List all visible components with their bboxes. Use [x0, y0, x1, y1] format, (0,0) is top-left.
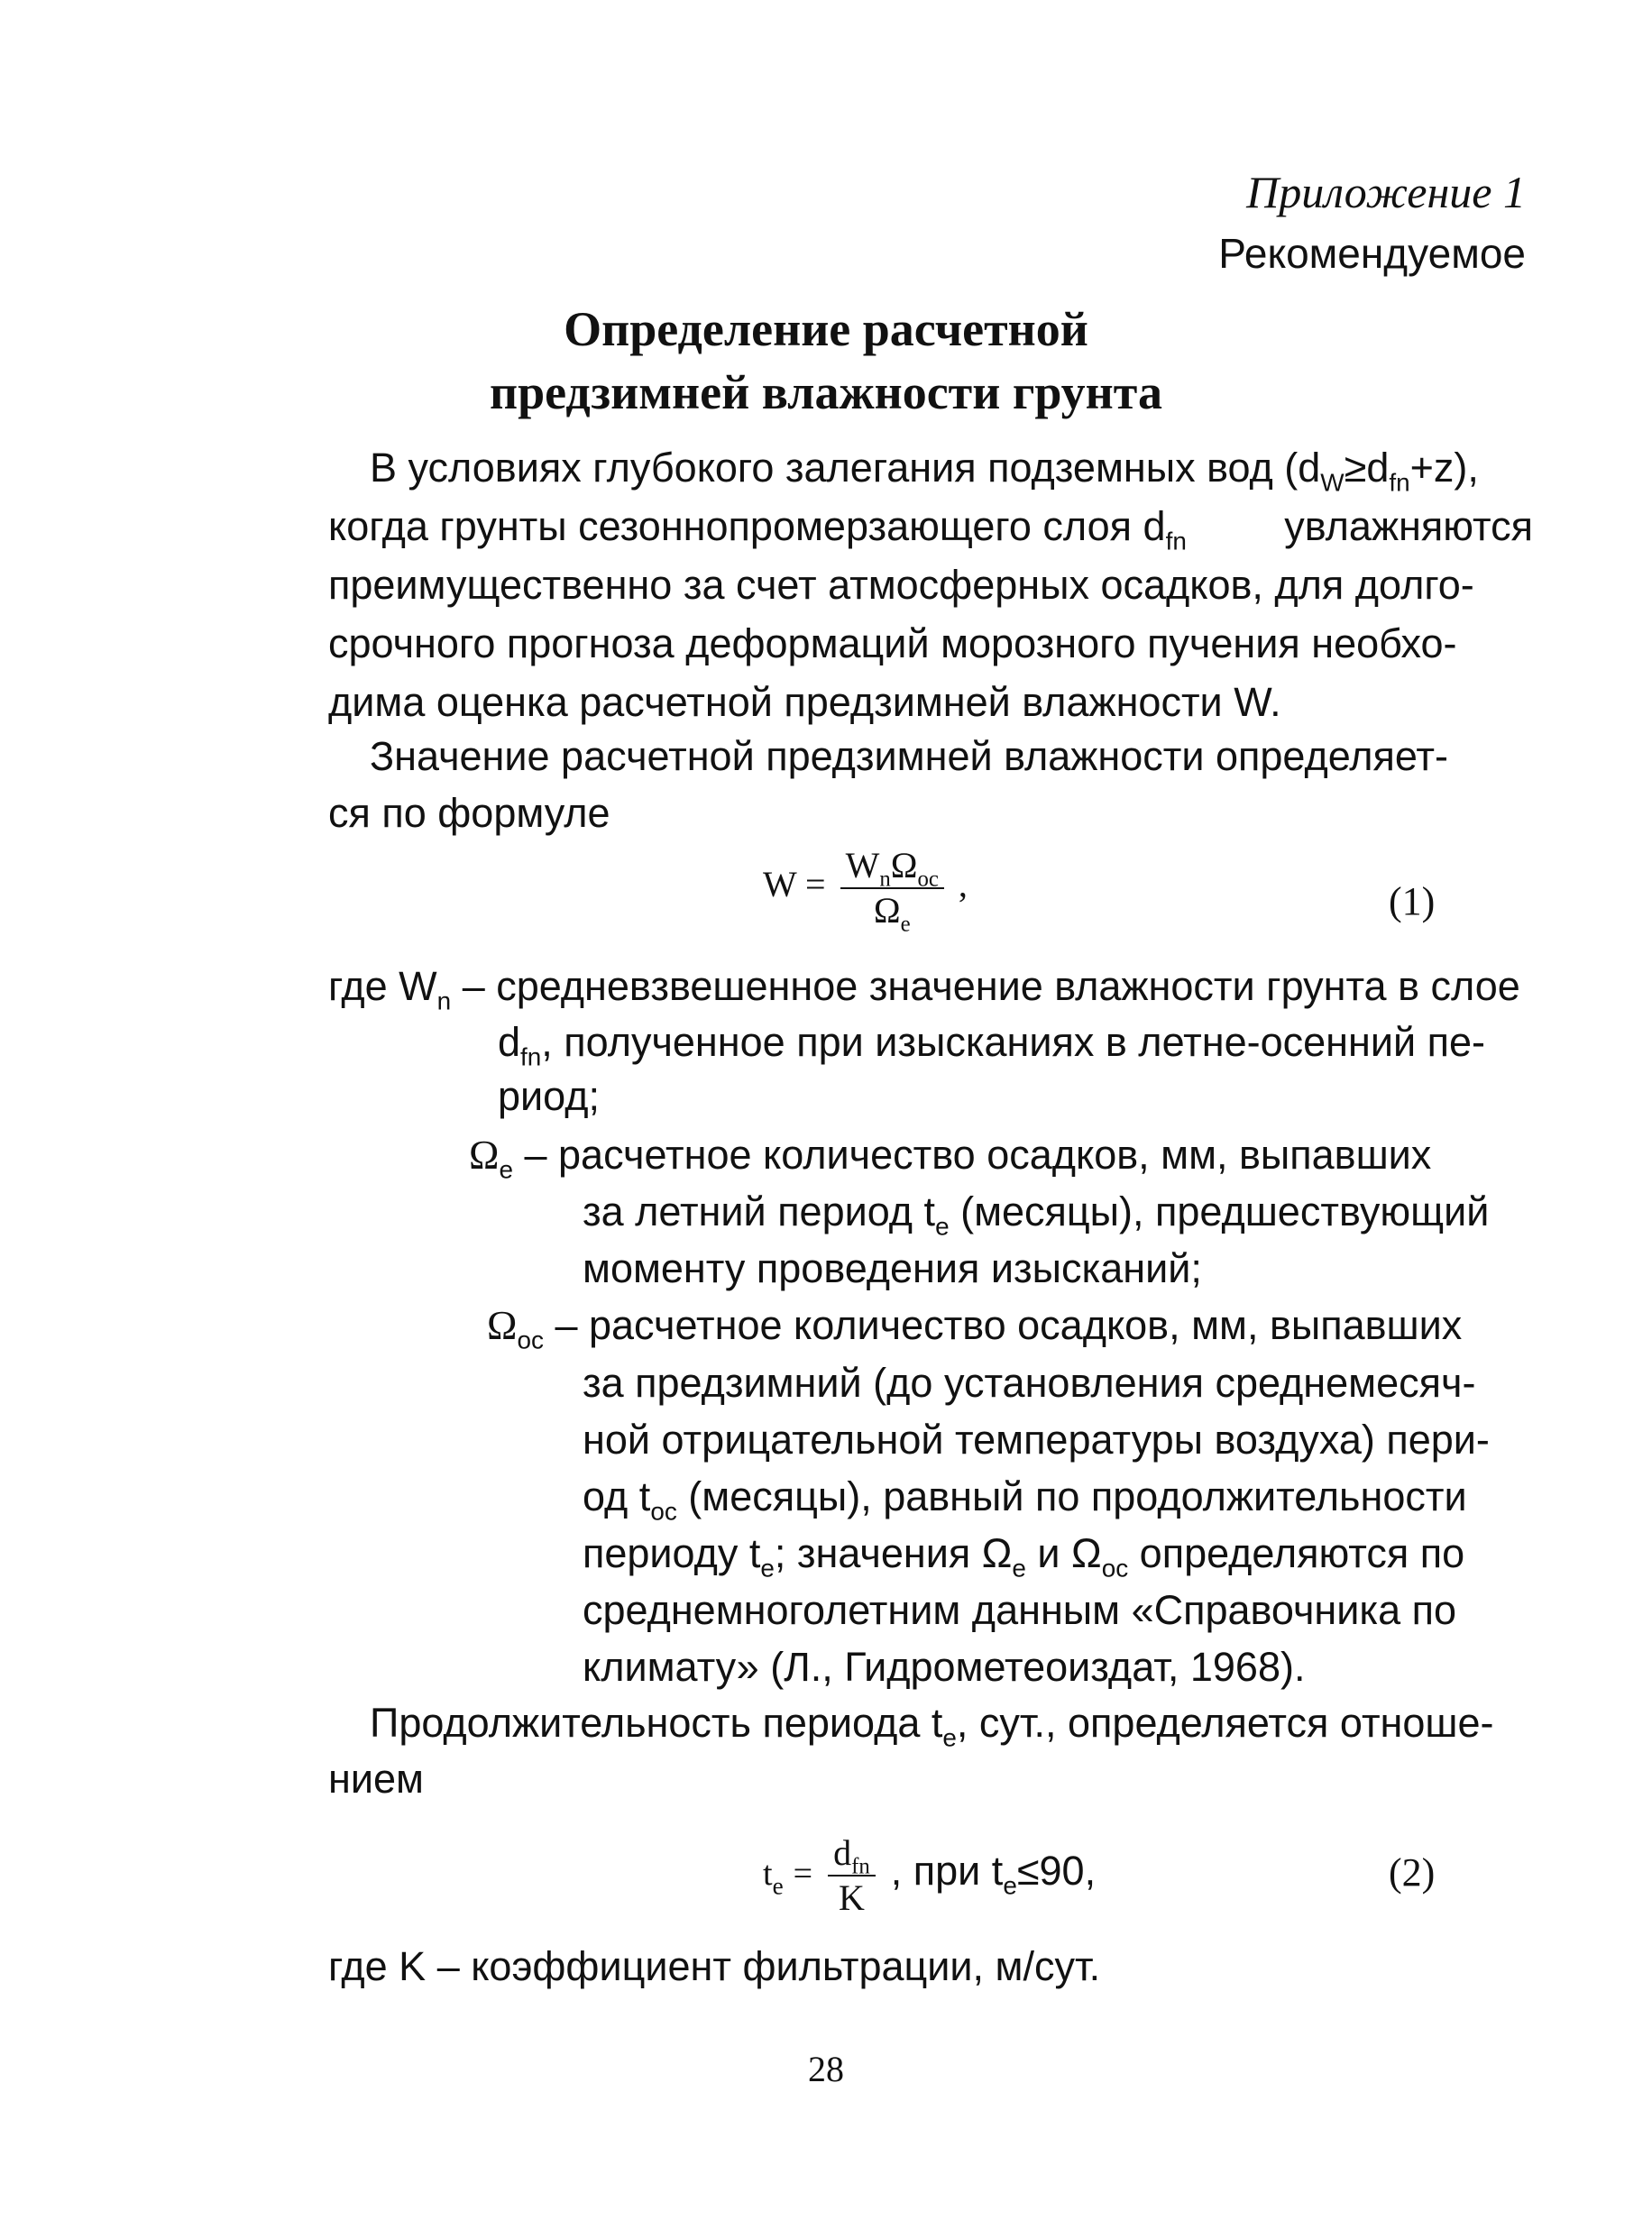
def-k-line: где K – коэффициент фильтрации, м/сут. — [328, 1943, 1101, 1989]
para3-line2: нием — [328, 1756, 424, 1802]
para1-line4: срочного прогноза деформаций морозного пучения необхо- — [328, 620, 1457, 666]
para1-line1: В условиях глубокого залегания подземных вод $(d_W\ge d_{fn}+z)$, — [370, 445, 1479, 497]
formula-2: $t_e$ = $\frac{d_{fn}}{K}$ , при $t_e\le 90$, — [763, 1832, 1097, 1918]
para1-line3: преимущественно за счет атмосферных осадков, для долго- — [328, 562, 1474, 608]
formula-2-number: (2) — [1389, 1850, 1436, 1895]
def-oe-line1: $\Omega_e$ – расчетное количество осадков, мм, выпавших — [469, 1132, 1432, 1184]
def-ooc-line1: $\Omega_{oc}$ – расчетное количество осадков, мм, выпавших — [487, 1302, 1463, 1354]
formula-1-fraction: $\frac{W_n\Omega_{oc}}{\Omega_e}$ — [840, 848, 944, 929]
recommended-label: Рекомендуемое — [1218, 230, 1526, 277]
para1-line2: когда грунты сезоннопромерзающего слоя $d_{fn}$ увлажняются — [328, 503, 1533, 555]
def-ooc-line5: периоду $t_e$; значения $\Omega_e$ и $\Omega_{oc}$ определяются по — [583, 1530, 1465, 1583]
para2-line2: ся по формуле — [328, 790, 610, 836]
def-wn-line2: $d_{fn}$, полученное при изысканиях в летне-осенний пе- — [498, 1019, 1485, 1071]
def-oe-line3: моменту проведения изысканий; — [583, 1245, 1202, 1291]
def-ooc-line4: од $t_{oc}$ (месяцы), равный по продолжительности — [583, 1473, 1467, 1526]
formula-2-fraction: $\frac{d_{fn}}{K}$ — [828, 1835, 876, 1916]
def-ooc-line6: среднемноголетним данным «Справочника по — [583, 1587, 1456, 1633]
para1-line5: дима оценка расчетной предзимней влажности W. — [328, 679, 1281, 725]
appendix-label: Приложение 1 — [1246, 167, 1526, 217]
para2-line1: Значение расчетной предзимней влажности определяет- — [370, 733, 1449, 779]
def-ooc-line3: ной отрицательной температуры воздуха) пери- — [583, 1417, 1490, 1463]
formula-1: W = $\frac{W_n\Omega_{oc}}{\Omega_e}$ , — [763, 845, 968, 937]
title-line-1: Определение расчетной — [564, 302, 1088, 356]
def-ooc-line7: климату» (Л., Гидрометеоиздат, 1968). — [583, 1644, 1306, 1690]
page-number: 28 — [808, 2049, 844, 2089]
def-oe-line2: за летний период $t_e$ (месяцы), предшествующий — [583, 1188, 1490, 1241]
para3-line1: Продолжительность периода $t_e$, сут., определяется отноше- — [370, 1700, 1494, 1752]
def-ooc-line2: за предзимний (до установления среднемесяч- — [583, 1360, 1476, 1406]
formula-1-number: (1) — [1389, 879, 1436, 923]
title-line-2: предзимней влажности грунта — [490, 365, 1162, 419]
def-wn-line1: где $W_n$ – средневзвешенное значение влажности грунта в слое — [328, 963, 1520, 1015]
def-wn-line3: риод; — [498, 1073, 600, 1119]
